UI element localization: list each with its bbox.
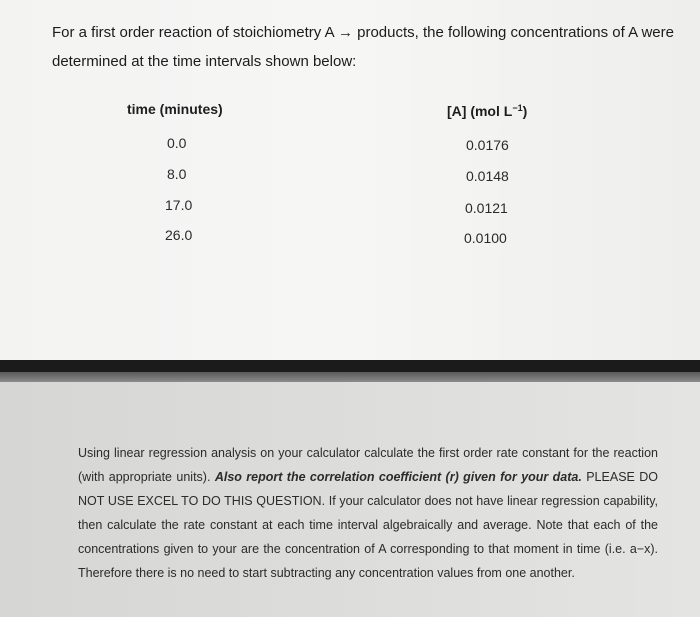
concentration-header-exponent: −1 xyxy=(512,103,523,113)
divider-band-dark xyxy=(0,360,700,372)
instructions-text-part1: Using linear regression analysis on your calculator calculate the first order rate constant for the reaction (with appropriate units). xyxy=(78,446,658,484)
concentration-cell: 0.0121 xyxy=(465,200,508,216)
concentration-cell: 0.0176 xyxy=(466,137,509,153)
question-instructions xyxy=(78,441,658,585)
intro-text-part1: For a first order reaction of stoichiometry A xyxy=(52,24,338,41)
time-cell: 0.0 xyxy=(167,135,187,151)
concentration-column-header xyxy=(447,103,527,119)
divider-band-grey xyxy=(0,372,700,382)
time-cell: 26.0 xyxy=(165,227,193,243)
concentration-header-prefix: [A] (mol L xyxy=(447,103,513,119)
concentration-header-suffix: ) xyxy=(522,103,528,119)
time-cell: 17.0 xyxy=(165,197,193,213)
concentration-cell: 0.0100 xyxy=(464,230,507,246)
time-cell: 8.0 xyxy=(167,166,187,182)
time-column-header: time (minutes) xyxy=(127,101,223,117)
concentration-cell: 0.0148 xyxy=(466,168,509,184)
instructions-emphasis: Also report the correlation coefficient (r) given for your data. xyxy=(214,470,582,484)
intro-text-part2: products, the following concentrations of A were determined at the time intervals shown below: xyxy=(52,24,674,70)
reaction-arrow-icon: → xyxy=(337,24,353,41)
instructions-text-part2: PLEASE DO NOT USE EXCEL TO DO THIS QUESTION. If your calculator does not have linear regression capability, then calculate the rate constant at each time interval algebraically and average. Note that each of the concentrations given to your are the concentration of A corresponding to that moment in time (i.e. a−x). Therefore there is no need to start subtracting any concentration values from one another. xyxy=(78,470,658,580)
